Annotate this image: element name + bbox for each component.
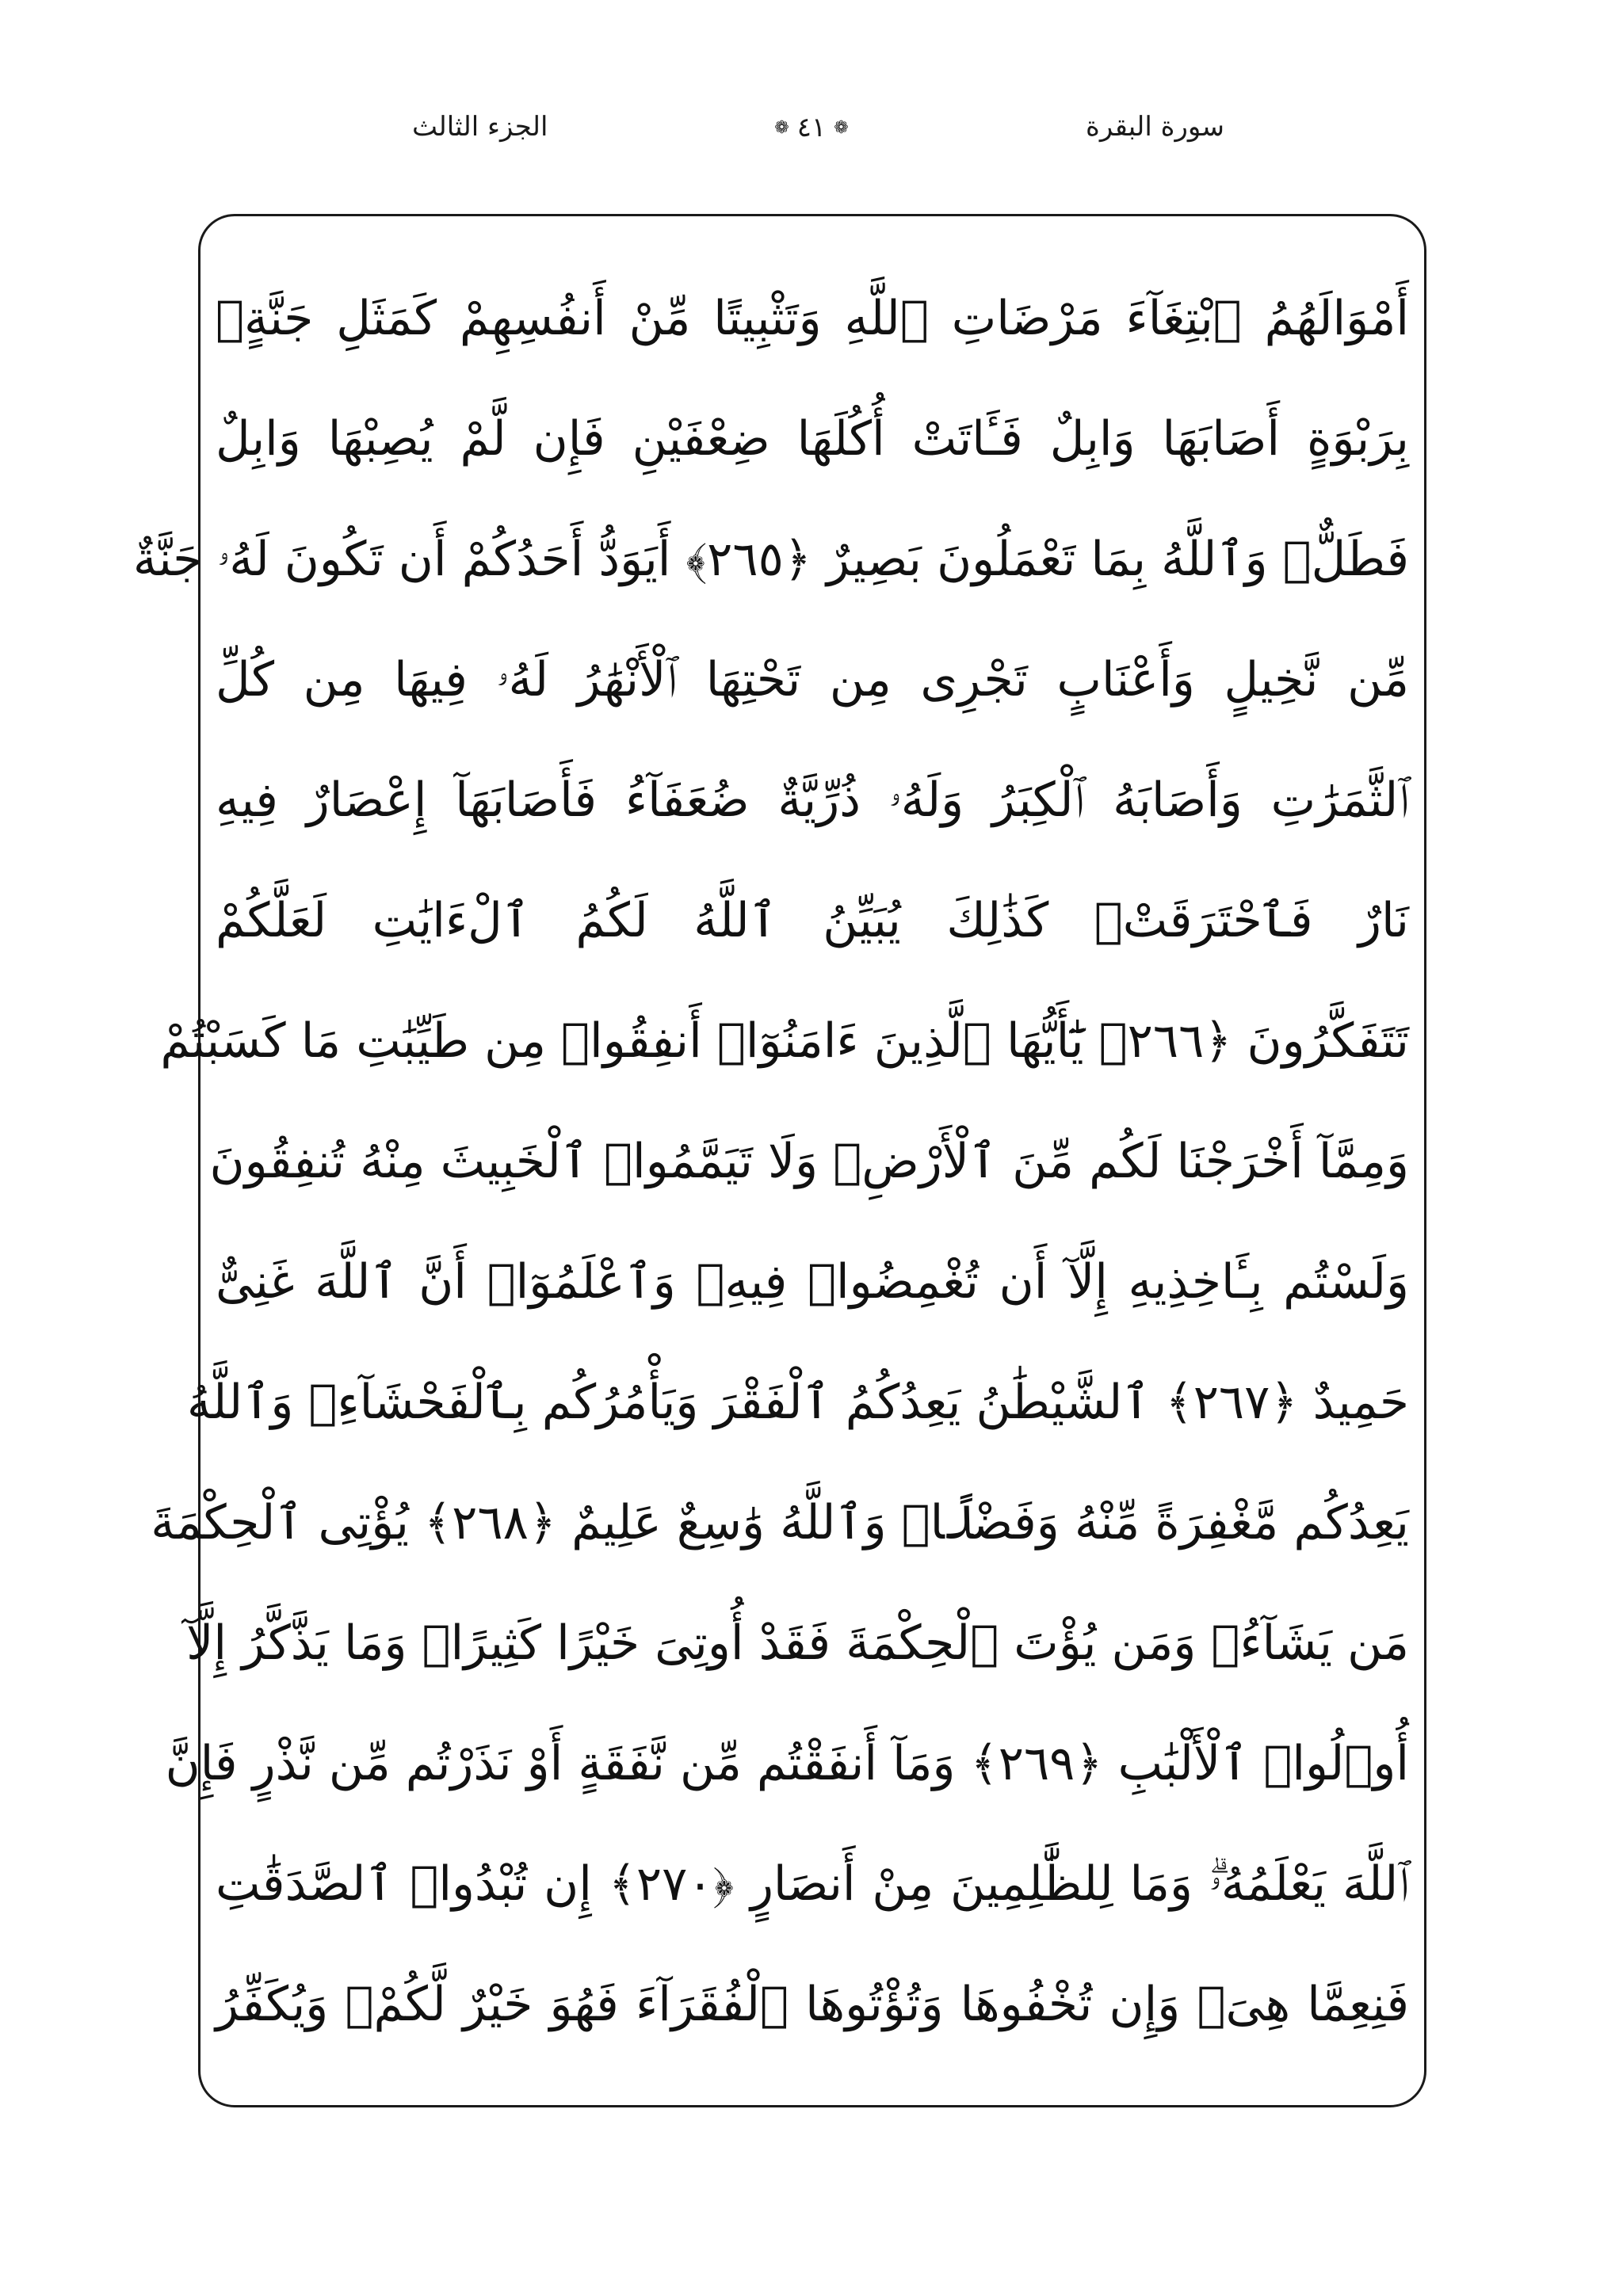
ornament-right-icon: ❁ bbox=[834, 117, 849, 138]
text-line-13: أُو۟لُوا۟ ٱلْأَلْبَٰبِ ﴿٢٦٩﴾ وَمَآ أَنفَقْتُم مِّن نَّفَقَةٍ أَوْ نَذَرْتُم مِّن نَّذْرٍ فَإِنَّ bbox=[165, 1736, 1409, 1791]
text-line-10: حَمِيدٌ ﴿٢٦٧﴾ ٱلشَّيْطَٰنُ يَعِدُكُمُ ٱلْفَقْرَ وَيَأْمُرُكُم بِٱلْفَحْشَآءِۖ وَٱللَّهُ bbox=[186, 1375, 1409, 1430]
text-line-1: أَمْوَالَهُمُ ٱبْتِغَآءَ مَرْضَاتِ ٱللَّهِ وَتَثْبِيتًا مِّنْ أَنفُسِهِمْ كَمَثَلِ جَنَّةٍۭ bbox=[216, 291, 1409, 346]
page-number-badge bbox=[764, 108, 859, 147]
text-line-15: فَنِعِمَّا هِىَۖ وَإِن تُخْفُوهَا وَتُؤْتُوهَا ٱلْفُقَرَآءَ فَهُوَ خَيْرٌ لَّكُمْۚ وَيُكَفِّرُ bbox=[216, 1977, 1409, 2032]
text-line-4: مِّن نَّخِيلٍ وَأَعْنَابٍ تَجْرِى مِن تَحْتِهَا ٱلْأَنْهَٰرُ لَهُۥ فِيهَا مِن كُلِّ bbox=[216, 652, 1409, 707]
text-line-11: يَعِدُكُم مَّغْفِرَةً مِّنْهُ وَفَضْلًاۗ وَٱللَّهُ وَٰسِعٌ عَلِيمٌ ﴿٢٦٨﴾ يُؤْتِى ٱلْحِكْمَةَ bbox=[151, 1495, 1409, 1550]
text-line-12: مَن يَشَآءُۚ وَمَن يُؤْتَ ٱلْحِكْمَةَ فَقَدْ أُوتِىَ خَيْرًا كَثِيرًاۗ وَمَا يَذَّكَّرُ إِلَّآ bbox=[186, 1615, 1409, 1671]
text-line-3: فَطَلٌّۗ وَٱللَّهُ بِمَا تَعْمَلُونَ بَصِيرٌ ﴿٢٦٥﴾ أَيَوَدُّ أَحَدُكُمْ أَن تَكُونَ لَهُۥ جَنَّةٌ bbox=[132, 532, 1409, 587]
surah-title: سورة البقرة bbox=[1086, 111, 1224, 143]
text-line-2: بِرَبْوَةٍ أَصَابَهَا وَابِلٌ فَـَٔاتَتْ أُكُلَهَا ضِعْفَيْنِ فَإِن لَّمْ يُصِبْهَا وَابِلٌ bbox=[216, 411, 1409, 467]
text-line-6: نَارٌ فَٱحْتَرَقَتْۗ كَذَٰلِكَ يُبَيِّنُ ٱللَّهُ لَكُمُ ٱلْءَايَٰتِ لَعَلَّكُمْ bbox=[216, 893, 1409, 948]
text-line-9: وَلَسْتُم بِـَٔاخِذِيهِ إِلَّآ أَن تُغْمِضُوا۟ فِيهِۚ وَٱعْلَمُوٓا۟ أَنَّ ٱللَّهَ غَنِىٌّ bbox=[216, 1254, 1409, 1310]
text-line-14: ٱللَّهَ يَعْلَمُهُۥۗ وَمَا لِلظَّٰلِمِينَ مِنْ أَنصَارٍ ﴿٢٧٠﴾ إِن تُبْدُوا۟ ٱلصَّدَقَٰتِ bbox=[216, 1856, 1409, 1912]
text-line-8: وَمِمَّآ أَخْرَجْنَا لَكُم مِّنَ ٱلْأَرْضِۖ وَلَا تَيَمَّمُوا۟ ٱلْخَبِيثَ مِنْهُ تُنفِقُونَ bbox=[209, 1134, 1409, 1189]
text-line-5: ٱلثَّمَرَٰتِ وَأَصَابَهُ ٱلْكِبَرُ وَلَهُۥ ذُرِّيَّةٌ ضُعَفَآءُ فَأَصَابَهَآ إِعْصَارٌ فِيهِ bbox=[216, 772, 1409, 828]
ornament-left-icon: ❁ bbox=[774, 117, 789, 138]
page-number: ٤١ bbox=[796, 112, 827, 143]
quran-text bbox=[132, 265, 1409, 2080]
page-header bbox=[0, 103, 1623, 166]
juz-title: الجزء الثالث bbox=[412, 111, 548, 143]
text-line-7: تَتَفَكَّرُونَ ﴿٢٦٦﴾ يَٰٓأَيُّهَا ٱلَّذِينَ ءَامَنُوٓا۟ أَنفِقُوا۟ مِن طَيِّبَٰتِ مَا كَسَبْتُمْ bbox=[160, 1013, 1409, 1069]
